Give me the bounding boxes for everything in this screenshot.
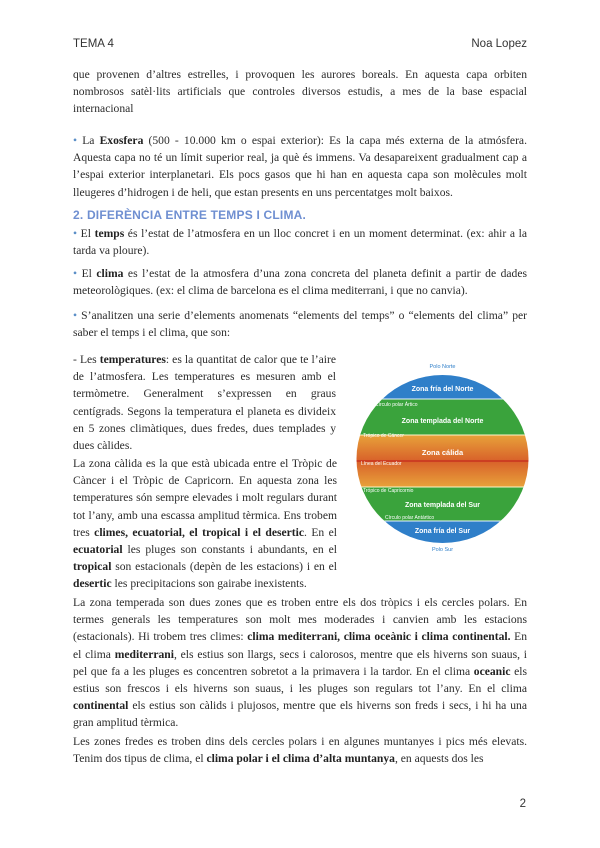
label-zona-fria-norte: Zona fría del Norte bbox=[411, 386, 474, 393]
term-temps: temps bbox=[94, 227, 125, 240]
paragraph-exosfera: • La Exosfera (500 - 10.000 km o espai exterior): Es la capa més externa de la atmósfera. Aquesta capa no té un límit superior real, ja què és immens. Va desapareixent gradualment cap a l’espai exterior interplanetari. Els pocs gasos que hi han en aquesta capa son molècules molt lleugeres d’hidrogen i de heli, que estan presents en uns percentatges molt baixos. bbox=[73, 134, 527, 199]
label-zona-templada-norte: Zona templada del Norte bbox=[401, 418, 484, 425]
bullet-icon: • bbox=[73, 227, 81, 240]
label-zona-fria-sur: Zona fría del Sur bbox=[414, 528, 471, 535]
label-circulo-polar-artico: Círculo polar Ártico bbox=[375, 402, 418, 408]
term-temperatures: temperatures bbox=[99, 353, 166, 366]
term-exosfera: Exosfera bbox=[99, 134, 144, 147]
label-linea-ecuador: Línea del Ecuador bbox=[361, 461, 402, 467]
label-circulo-polar-antartico: Círculo polar Antártico bbox=[385, 515, 435, 521]
label-polo-sur: Polo Sur bbox=[431, 547, 454, 553]
label-polo-norte: Polo Norte bbox=[429, 364, 456, 370]
paragraph-zones-fredes: Les zones fredes es troben dins dels cercles polars i en algunes muntanyes i pics més elevats. Tenim dos tipus de clima, el clima polar i el clima d’alta muntanya, en aquests dos les bbox=[73, 735, 527, 766]
label-tropico-capricornio: Trópico de Capricornio bbox=[363, 488, 414, 494]
term-clima: clima bbox=[96, 267, 124, 280]
bullet-icon: • bbox=[73, 309, 82, 322]
section-heading: 2. DIFERÈNCIA ENTRE TEMPS I CLIMA. bbox=[73, 208, 307, 222]
paragraph-clima: • El clima es l’estat de la atmosfera d’una zona concreta del planeta definit a partir de dades meteorològiques. (ex: el clima de barcelona es el clima mediterrani, i que no canvia). bbox=[73, 267, 527, 298]
paragraph-ionosfera-end: que provenen d’altres estrelles, i provoquen les aurores boreals. En aquesta capa orbiten nombrosos satèl·lits artificials que controles diversos estudis, a mes de la base espacial internacional bbox=[73, 68, 527, 116]
label-tropico-cancer: Trópico de Cáncer bbox=[363, 433, 404, 439]
paragraph-temps: • El temps és l’estat de l’atmosfera en un lloc concret i en un moment determinat. (ex: ahir a la tarda va ploure). bbox=[73, 227, 527, 258]
climate-zones-globe-figure bbox=[355, 357, 530, 557]
label-zona-calida: Zona cálida bbox=[421, 448, 464, 457]
page-number: 2 bbox=[519, 798, 526, 810]
header-title: TEMA 4 bbox=[73, 38, 114, 50]
paragraph-temperatures: - Les temperatures: es la quantitat de calor que te l’aire de l’atmosfera. Les temperatures es mesuren amb el termòmetre. Generalment s’expressen en graus centígrads. Segons la temperatura el planeta es divideix en 5 zones climàtiques, dues fredes, dues templades y dues càlides. bbox=[73, 353, 336, 453]
label-zona-templada-sur: Zona templada del Sur bbox=[404, 502, 481, 509]
paragraph-zona-temperada: La zona temperada son dues zones que es troben entre els dos tròpics i els cercles polars. En termes generals les temperatures son molt mes moderades i canvien amb les estacions (estacionals). Hi trobem tres climes: clima mediterrani, clima oceànic i clima continental. En el clima mediterrani, els estius son llargs, secs i calorosos, mentre que els hiverns son suaus, i pel que fa a les pluges es concentren sobretot a la primavera i la tardor. En el clima oceanic els estius son frescos i els hiverns son suaus, i les pluges son regulars tot l’any. En el clima continental els estius son càlids i plujosos, mentre que els hiverns son freds i secs, i hi ha una gran amplitud tèrmica. bbox=[73, 596, 527, 730]
paragraph-zona-calida: La zona càlida es la que està ubicada entre el Tròpic de Càncer i el Tròpic de Capricorn. En aquesta zona les temperatures són sempre elevades i molt regulars durant tot l’any, amb una escassa amplitud tèrmica. Ens trobem tres climes, ecuatorial, el tropical i el desertic. En el ecuatorial les pluges son constants i abundants, en el tropical son estacionals (depèn de les estacions) i en el desertic les precipitacions son gairabe inexistents. bbox=[73, 455, 527, 593]
header-author: Noa Lopez bbox=[471, 38, 527, 50]
bullet-icon: • bbox=[73, 267, 82, 280]
bullet-icon: • bbox=[73, 134, 83, 147]
paragraph-elements: • S’analitzen una serie d’elements anomenats “elements del temps” o “elements del clima” per saber el temps i el clima, que son: bbox=[73, 309, 527, 340]
